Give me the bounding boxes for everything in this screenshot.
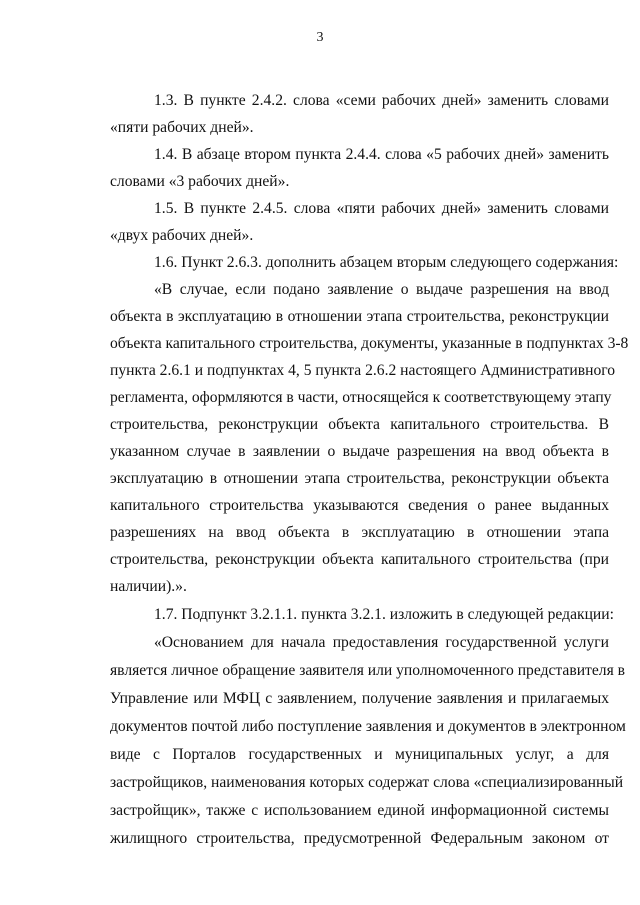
text-line: 1.7. Подпункт 3.2.1.1. пункта 3.2.1. изложить в следующей редакции: (154, 606, 614, 623)
text-line: «пяти рабочих дней». (110, 119, 254, 136)
text-line: «двух рабочих дней». (110, 227, 254, 244)
text-line: 1.4. В абзаце втором пункта 2.4.4. слова «5 рабочих дней» заменить (154, 146, 609, 163)
text-line: словами «3 рабочих дней». (110, 173, 290, 190)
text-line: застройщик», также с использованием единой информационной системы (110, 802, 609, 819)
text-line: пункта 2.6.1 и подпунктах 4, 5 пункта 2.6.2 настоящего Административного (110, 362, 616, 379)
text-line: виде с Порталов государственных и муниципальных услуг, а для (110, 746, 609, 763)
text-line: является личное обращение заявителя или уполномоченного представителя в (110, 662, 626, 679)
text-line: наличии).». (110, 578, 187, 595)
text-line: разрешениях на ввод объекта в эксплуатацию в отношении этапа (110, 524, 609, 541)
text-line: жилищного строительства, предусмотренной Федеральным законом от (110, 830, 609, 847)
text-line: документов почтой либо поступление заявления и документов в электронном (110, 718, 626, 735)
text-line: эксплуатацию в отношении этапа строительства, реконструкции объекта (110, 470, 609, 487)
text-line: строительства, реконструкции объекта капитального строительства (при (110, 551, 609, 568)
text-line: «Основанием для начала предоставления государственной услуги (154, 634, 609, 651)
text-line: объекта капитального строительства, документы, указанные в подпунктах 3-8 (110, 335, 629, 352)
text-line: Управление или МФЦ с заявлением, получение заявления и прилагаемых (110, 690, 609, 707)
text-line: объекта в эксплуатацию в отношении этапа строительства, реконструкции (110, 308, 609, 325)
text-line: капитального строительства указываются сведения о ранее выданных (110, 497, 609, 514)
text-line: регламента, оформляются в части, относящейся к соответствующему этапу (110, 389, 612, 406)
text-line: 1.6. Пункт 2.6.3. дополнить абзацем вторым следующего содержания: (154, 254, 619, 271)
page-number: 3 (316, 30, 324, 45)
text-line: 1.3. В пункте 2.4.2. слова «семи рабочих дней» заменить словами (154, 92, 609, 109)
text-line: указанном случае в заявлении о выдаче разрешения на ввод объекта в (110, 443, 609, 460)
text-line: «В случае, если подано заявление о выдаче разрешения на ввод (154, 281, 609, 298)
text-line: застройщиков, наименования которых содержат слова «специализированный (110, 774, 624, 791)
text-line: строительства, реконструкции объекта капитального строительства. В (110, 416, 609, 433)
text-line: 1.5. В пункте 2.4.5. слова «пяти рабочих дней» заменить словами (154, 200, 609, 217)
